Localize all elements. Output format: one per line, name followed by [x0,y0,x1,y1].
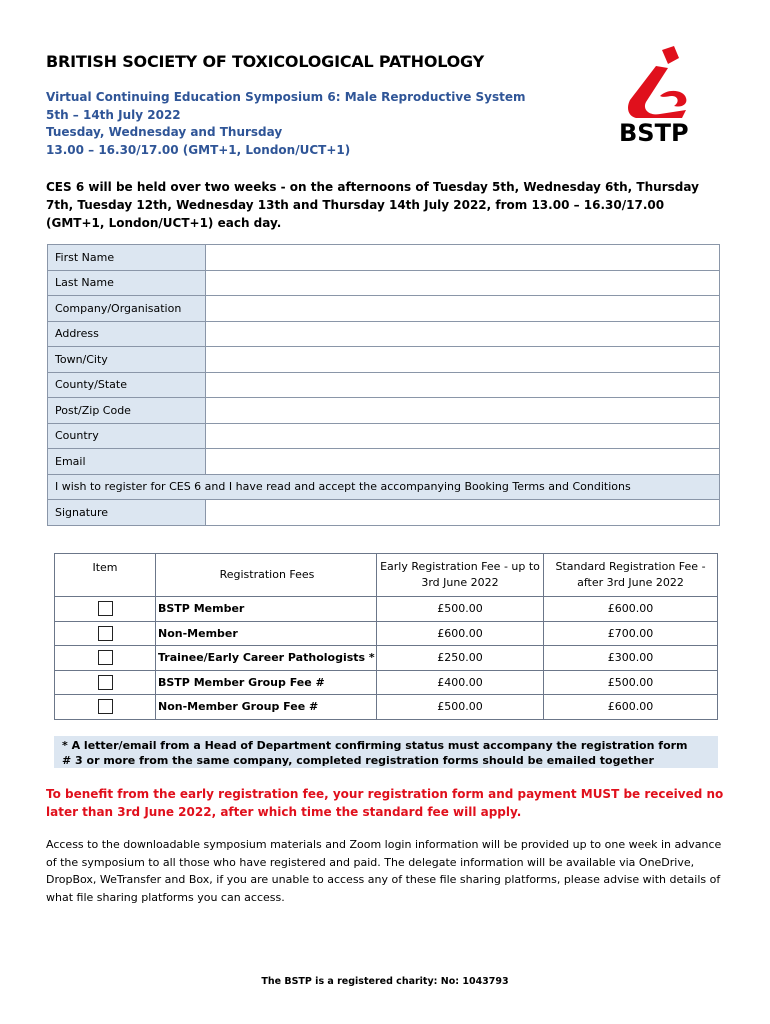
signature-field[interactable] [206,500,720,526]
fee-checkbox[interactable] [98,626,113,641]
form-row [48,372,720,398]
intro-paragraph: CES 6 will be held over two weeks - on the afternoons of Tuesday 5th, Wednesday 6th, Thursday 7th, Tuesday 12th, Wednesday 13th and Thursday 14th July 2022, from 13.00 – 16.30/17.00 (GMT+1, London/UCT+1) each day. [46,180,699,230]
standard-fee: £500.00 [544,670,718,695]
fee-row [55,621,718,646]
fee-row [55,597,718,622]
event-subheading [46,89,526,159]
fee-name: Non-Member Group Fee # [156,695,377,720]
registration-form [47,244,720,526]
event-times: 13.00 – 16.30/17.00 (GMT+1, London/UCT+1) [46,142,351,157]
form-row [48,347,720,373]
trainee-note: * A letter/email from a Head of Department confirming status must accompany the registration form [62,739,688,752]
field-input[interactable] [206,423,720,449]
fees-table [54,553,718,720]
form-row [48,270,720,296]
form-row [48,321,720,347]
form-row [48,398,720,424]
charity-footer: The BSTP is a registered charity: No: 1043793 [261,976,509,987]
field-label: County/State [48,372,206,398]
field-label: Email [48,449,206,475]
event-dates: 5th – 14th July 2022 [46,107,181,122]
fee-checkbox[interactable] [98,601,113,616]
field-label: Company/Organisation [48,296,206,322]
form-row [48,423,720,449]
logo-red-swoosh [628,46,686,118]
field-input[interactable] [206,245,720,271]
form-row [48,245,720,271]
logo-wordmark: BSTP [619,119,689,147]
fees-name-header: Registration Fees [156,554,377,597]
form-row [48,449,720,475]
item-cell [55,670,156,695]
event-name: Virtual Continuing Education Symposium 6: Male Reproductive System [46,90,526,104]
form-row [48,296,720,322]
field-label: First Name [48,245,206,271]
group-note: # 3 or more from the same company, completed registration forms should be emailed together [62,754,654,767]
field-input[interactable] [206,296,720,322]
standard-fee: £300.00 [544,646,718,671]
fee-name: Trainee/Early Career Pathologists * [156,646,377,671]
field-input[interactable] [206,270,720,296]
early-fee: £500.00 [377,695,544,720]
early-fee: £400.00 [377,670,544,695]
standard-fee: £700.00 [544,621,718,646]
item-cell [55,695,156,720]
agreement-text: I wish to register for CES 6 and I have read and accept the accompanying Booking Terms and Conditions [48,474,720,500]
fee-checkbox[interactable] [98,675,113,690]
field-label: Country [48,423,206,449]
fee-checkbox[interactable] [98,699,113,714]
standard-fee: £600.00 [544,695,718,720]
early-fee: £250.00 [377,646,544,671]
fee-row [55,646,718,671]
fee-notes [54,736,718,768]
field-label: Address [48,321,206,347]
field-label: Post/Zip Code [48,398,206,424]
item-cell [55,646,156,671]
event-days: Tuesday, Wednesday and Thursday [46,125,283,139]
fee-row [55,695,718,720]
field-input[interactable] [206,321,720,347]
item-header: Item [55,554,156,597]
item-cell [55,597,156,622]
early-fee: £600.00 [377,621,544,646]
signature-row [48,500,720,526]
field-input[interactable] [206,398,720,424]
signature-label: Signature [48,500,206,526]
fee-row [55,670,718,695]
early-fee-header: Early Registration Fee - up to 3rd June 2022 [377,554,544,597]
field-input[interactable] [206,347,720,373]
fee-name: Non-Member [156,621,377,646]
access-paragraph: Access to the downloadable symposium materials and Zoom login information will be provided up to one week in advance of the symposium to all those who have registered and paid. The delegate information will be available via OneDrive, DropBox, WeTransfer and Box, if you are unable to access any of these file sharing platforms, please advise with details of what file sharing platforms you can access. [46,838,722,904]
early-fee-warning: To benefit from the early registration fee, your registration form and payment MUST be received no later than 3rd June 2022, after which time the standard fee will apply. [46,787,724,819]
field-label: Town/City [48,347,206,373]
field-input[interactable] [206,372,720,398]
field-input[interactable] [206,449,720,475]
early-fee: £500.00 [377,597,544,622]
fees-header-row [55,554,718,597]
item-cell [55,621,156,646]
standard-fee-header: Standard Registration Fee - after 3rd June 2022 [544,554,718,597]
fee-name: BSTP Member Group Fee # [156,670,377,695]
standard-fee: £600.00 [544,597,718,622]
agreement-row [48,474,720,500]
fee-name: BSTP Member [156,597,377,622]
page-title: BRITISH SOCIETY OF TOXICOLOGICAL PATHOLOGY [46,52,485,71]
fee-checkbox[interactable] [98,650,113,665]
field-label: Last Name [48,270,206,296]
